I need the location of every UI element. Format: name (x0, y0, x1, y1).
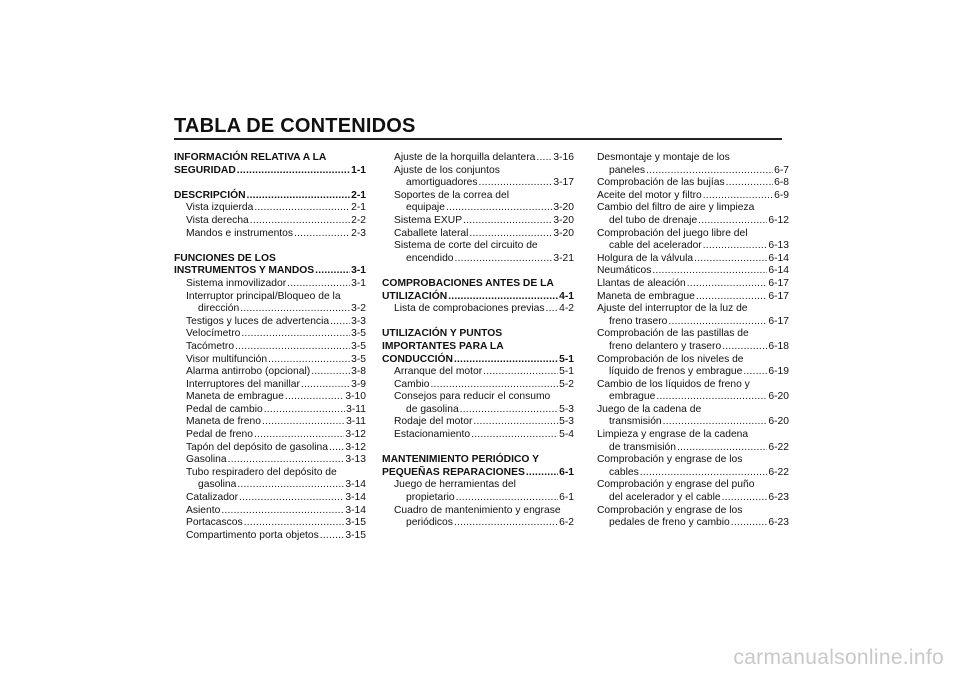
toc-entry[interactable]: Interruptores del manillar ..... 3-9 (174, 379, 366, 392)
toc-entry-text: Comprobación de las pastillas de (597, 328, 749, 340)
toc-entry[interactable]: dirección ..... 3-2 (174, 303, 366, 316)
toc-entry[interactable]: Llantas de aleación ..... 6-17 (597, 278, 789, 291)
toc-entry[interactable]: Asiento ..... 3-14 (174, 505, 366, 518)
toc-entry-text: Comprobación de los niveles de (597, 353, 744, 365)
toc-entry[interactable]: Gasolina ..... 3-13 (174, 454, 366, 467)
toc-entry[interactable]: líquido de frenos y embrague ..... 6-19 (597, 366, 789, 379)
toc-entry-text: Desmontaje y montaje de los (597, 152, 730, 163)
toc-entry[interactable]: INSTRUMENTOS Y MANDOS ..... 3-1 (174, 265, 366, 278)
toc-entry[interactable]: cables ..... 6-22 (597, 467, 789, 480)
toc-entry[interactable]: del tubo de drenaje ..... 6-12 (597, 215, 789, 228)
toc-entry[interactable]: Tacómetro ..... 3-5 (174, 341, 366, 354)
toc-entry-text: Ajuste de los conjuntos (394, 164, 500, 176)
toc-entry[interactable]: PEQUEÑAS REPARACIONES ..... 6-1 (382, 467, 574, 480)
toc-entry-text: Comprobación del juego libre del (597, 227, 748, 239)
toc-entry[interactable]: de gasolina ..... 5-3 (382, 404, 574, 417)
toc-entry[interactable]: Maneta de embrague ..... 3-10 (174, 391, 366, 404)
toc-entry-text: Cambio del filtro de aire y limpieza (597, 202, 755, 214)
toc-entry[interactable]: Pedal de freno ..... 3-12 (174, 429, 366, 442)
watermark-text: carmanualsonline.info (733, 646, 944, 669)
toc-entry[interactable]: Velocímetro ..... 3-5 (174, 328, 366, 341)
toc-entry-text: Comprobación y engrase del puño (597, 479, 755, 491)
toc-section-heading: IMPORTANTES PARA LA (382, 340, 504, 352)
toc-entry[interactable]: Sistema EXUP ..... 3-20 (382, 215, 574, 228)
toc-entry-text: Soportes de la correa del (394, 189, 510, 201)
toc-section-heading: UTILIZACIÓN Y PUNTOS (382, 328, 503, 340)
toc-entry-text: Tubo respiradero del depósito de (186, 466, 337, 478)
toc-column-3 (597, 152, 789, 530)
toc-entry[interactable]: SEGURIDAD ..... 1-1 (174, 165, 366, 178)
toc-entry[interactable]: Mandos e instrumentos ..... 2-3 (174, 228, 366, 241)
toc-entry[interactable]: paneles ..... 6-7 (597, 165, 789, 178)
toc-entry[interactable]: gasolina ..... 3-14 (174, 479, 366, 492)
toc-entry[interactable]: embrague ..... 6-20 (597, 391, 789, 404)
toc-column-1 (174, 152, 366, 542)
toc-entry[interactable]: Arranque del motor ..... 5-1 (382, 366, 574, 379)
toc-entry[interactable]: Estacionamiento ..... 5-4 (382, 429, 574, 442)
toc-entry[interactable]: Comprobación de las bujías ..... 6-8 (597, 177, 789, 190)
toc-entry-text: Comprobación y engrase de los (597, 454, 743, 466)
toc-entry-text: Comprobación y engrase de los (597, 504, 743, 516)
toc-entry[interactable]: Aceite del motor y filtro ..... 6-9 (597, 190, 789, 203)
toc-entry-text: Cambio de los líquidos de freno y (597, 378, 750, 390)
toc-entry[interactable]: freno delantero y trasero ..... 6-18 (597, 341, 789, 354)
toc-entry-text: Consejos para reducir el consumo (394, 391, 551, 403)
toc-entry[interactable]: Maneta de freno ..... 3-11 (174, 416, 366, 429)
toc-entry[interactable]: Vista derecha ..... 2-2 (174, 215, 366, 228)
toc-entry[interactable]: Rodaje del motor ..... 5-3 (382, 416, 574, 429)
toc-entry[interactable]: UTILIZACIÓN ..... 4-1 (382, 291, 574, 304)
toc-section-heading: INFORMACIÓN RELATIVA A LA (174, 152, 327, 163)
toc-entry[interactable]: Compartimento porta objetos ..... 3-15 (174, 530, 366, 543)
page-title: TABLA DE CONTENIDOS (174, 115, 416, 137)
toc-section-heading: COMPROBACIONES ANTES DE LA (382, 277, 554, 289)
toc-entry[interactable]: Lista de comprobaciones previas ..... 4-2 (382, 303, 574, 316)
toc-entry[interactable]: CONDUCCIÓN ..... 5-1 (382, 354, 574, 367)
toc-entry[interactable]: encendido ..... 3-21 (382, 253, 574, 266)
toc-entry[interactable]: Visor multifunción ..... 3-5 (174, 354, 366, 367)
toc-entry[interactable]: amortiguadores ..... 3-17 (382, 177, 574, 190)
toc-entry-text: Ajuste del interruptor de la luz de (597, 303, 748, 315)
toc-entry[interactable]: Pedal de cambio ..... 3-11 (174, 404, 366, 417)
toc-entry-text: Cuadro de mantenimiento y engrase (394, 504, 561, 516)
toc-entry[interactable]: Holgura de la válvula ..... 6-14 (597, 253, 789, 266)
toc-entry[interactable]: Testigos y luces de advertencia ..... 3-3 (174, 316, 366, 329)
toc-entry-text: Interruptor principal/Bloqueo de la (186, 290, 341, 302)
toc-entry[interactable]: Tapón del depósito de gasolina ..... 3-12 (174, 442, 366, 455)
toc-entry[interactable]: Vista izquierda ..... 2-1 (174, 202, 366, 215)
toc-entry[interactable]: Alarma antirrobo (opcional) ..... 3-8 (174, 366, 366, 379)
toc-entry-text: Sistema de corte del circuito de (394, 240, 538, 252)
toc-entry[interactable]: de transmisión ..... 6-22 (597, 442, 789, 455)
toc-section-heading: FUNCIONES DE LOS (174, 252, 276, 264)
toc-entry[interactable]: cable del acelerador ..... 6-13 (597, 240, 789, 253)
toc-entry-text: Juego de la cadena de (597, 403, 702, 415)
toc-entry[interactable]: equipaje ..... 3-20 (382, 202, 574, 215)
toc-entry[interactable]: Ajuste de la horquilla delantera ..... 3-16 (382, 152, 574, 165)
toc-entry[interactable]: Maneta de embrague ..... 6-17 (597, 291, 789, 304)
toc-entry[interactable]: del acelerador y el cable ..... 6-23 (597, 492, 789, 505)
toc-entry[interactable]: Sistema inmovilizador ..... 3-1 (174, 278, 366, 291)
toc-entry[interactable]: periódicos ..... 6-2 (382, 517, 574, 530)
toc-entry-text: Limpieza y engrase de la cadena (597, 429, 749, 441)
toc-entry[interactable]: transmisión ..... 6-20 (597, 416, 789, 429)
toc-entry[interactable]: Cambio ..... 5-2 (382, 379, 574, 392)
toc-column-2 (382, 152, 574, 530)
toc-entry[interactable]: Portacascos ..... 3-15 (174, 517, 366, 530)
toc-entry[interactable]: Caballete lateral ..... 3-20 (382, 228, 574, 241)
toc-entry[interactable]: freno trasero ..... 6-17 (597, 316, 789, 329)
toc-section-heading: MANTENIMIENTO PERIÓDICO Y (382, 454, 539, 466)
toc-entry[interactable]: pedales de freno y cambio ..... 6-23 (597, 517, 789, 530)
toc-entry[interactable]: propietario ..... 6-1 (382, 492, 574, 505)
toc-entry[interactable]: Catalizador ..... 3-14 (174, 492, 366, 505)
toc-entry[interactable]: DESCRIPCIÓN ..... 2-1 (174, 190, 366, 203)
title-rule (174, 138, 782, 140)
toc-entry-text: Juego de herramientas del (394, 479, 516, 491)
toc-entry[interactable]: Neumáticos ..... 6-14 (597, 265, 789, 278)
